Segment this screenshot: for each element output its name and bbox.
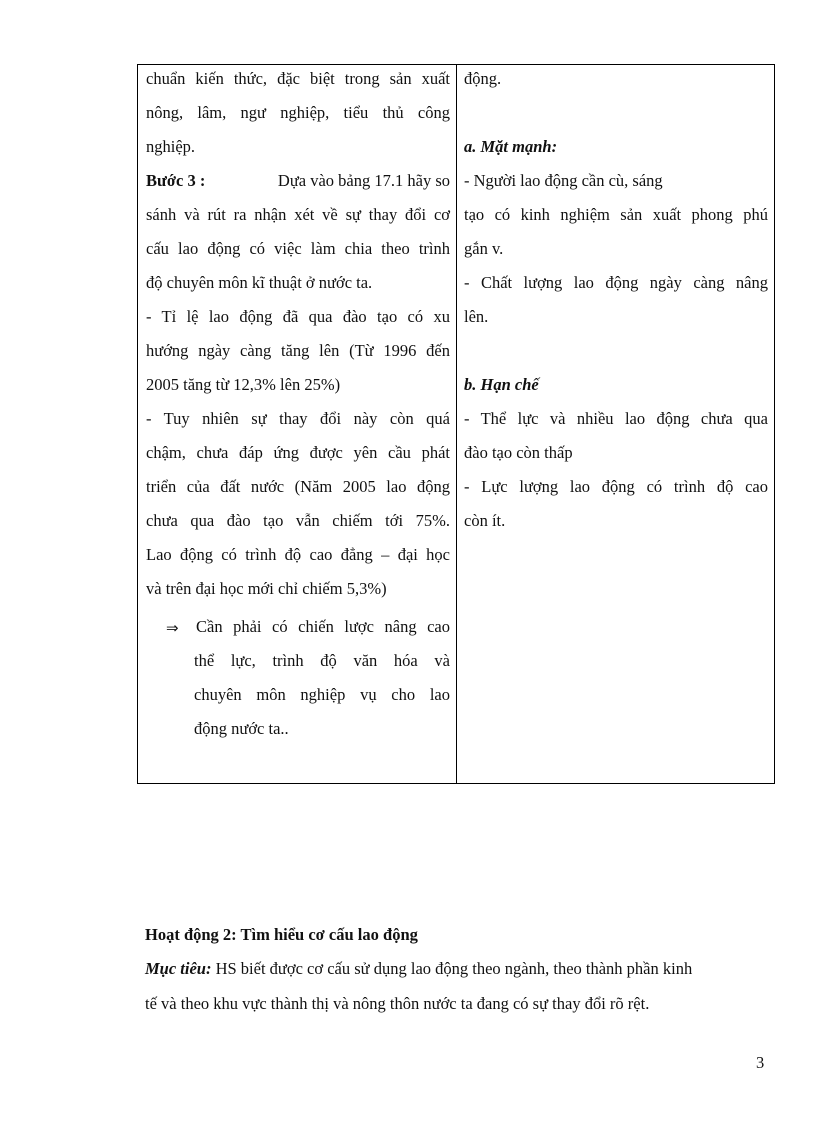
column-divider	[456, 65, 457, 783]
right-line: - Thể lực và nhiều lao động chưa qua	[464, 409, 768, 428]
right-line: - Lực lượng lao động có trình độ cao	[464, 477, 768, 496]
objective-text: HS biết được cơ cấu sử dụng lao động theo ngành, theo thành phần kinh	[211, 959, 693, 978]
right-line: - Chất lượng lao động ngày càng nâng	[464, 273, 768, 292]
step3-line	[146, 170, 450, 192]
left-line: sánh và rút ra nhận xét về sự thay đổi cơ	[146, 205, 450, 224]
left-line: và trên đại học mới chỉ chiếm 5,3%)	[146, 579, 387, 598]
arrow-icon: ⇒	[166, 619, 179, 637]
left-line: hướng ngày càng tăng lên (Từ 1996 đến	[146, 341, 450, 360]
objective-line-2: tế và theo khu vực thành thị và nông thôn nước ta đang có sự thay đổi rõ rệt.	[145, 994, 650, 1013]
left-line: triển của đất nước (Năm 2005 lao động	[146, 477, 450, 496]
left-line: cấu lao động có việc làm chia theo trình	[146, 239, 450, 258]
activity-title: Hoạt động 2: Tìm hiểu cơ cấu lao động	[145, 925, 418, 944]
left-line: nông, lâm, ngư nghiệp, tiểu thủ công	[146, 103, 450, 122]
right-line: còn ít.	[464, 511, 506, 530]
right-line: - Người lao động cần cù, sáng	[464, 171, 663, 190]
left-line: - Tỉ lệ lao động đã qua đào tạo có xu	[146, 307, 450, 326]
left-line: 2005 tăng từ 12,3% lên 25%)	[146, 375, 341, 394]
left-line: nghiệp.	[146, 137, 196, 156]
left-line: - Tuy nhiên sự thay đổi này còn quá	[146, 409, 450, 428]
left-line: chậm, chưa đáp ứng được yên cầu phát	[146, 443, 450, 462]
objective-label: Mục tiêu:	[145, 959, 212, 978]
left-line: Lao động có trình độ cao đẳng – đại học	[146, 545, 450, 564]
step3-label: Bước 3 :	[146, 171, 206, 190]
step3-first: Dựa vào bảng 17.1 hãy so	[277, 171, 450, 190]
right-line: gắn v.	[464, 239, 504, 258]
page-number: 3	[756, 1053, 765, 1072]
left-line: chuẩn kiến thức, đặc biệt trong sản xuất	[146, 69, 450, 88]
strengths-heading: a. Mặt mạnh:	[464, 137, 558, 156]
objective-line	[145, 958, 769, 980]
conclusion-line: thể lực, trình độ văn hóa và	[194, 651, 450, 670]
left-line: chưa qua đào tạo vẫn chiếm tới 75%.	[146, 511, 450, 530]
right-line: đào tạo còn thấp	[464, 443, 573, 462]
right-line: động.	[464, 69, 502, 88]
right-line: tạo có kinh nghiệm sản xuất phong phú	[464, 205, 768, 224]
conclusion-line: chuyên môn nghiệp vụ cho lao	[194, 685, 450, 704]
conclusion-line: động nước ta..	[194, 719, 289, 738]
limits-heading: b. Hạn chế	[464, 375, 539, 394]
conclusion-line: Cần phải có chiến lược nâng cao	[196, 617, 450, 636]
content-table	[137, 64, 775, 784]
left-line: độ chuyên môn kĩ thuật ở nước ta.	[146, 273, 373, 292]
right-line: lên.	[464, 307, 489, 326]
